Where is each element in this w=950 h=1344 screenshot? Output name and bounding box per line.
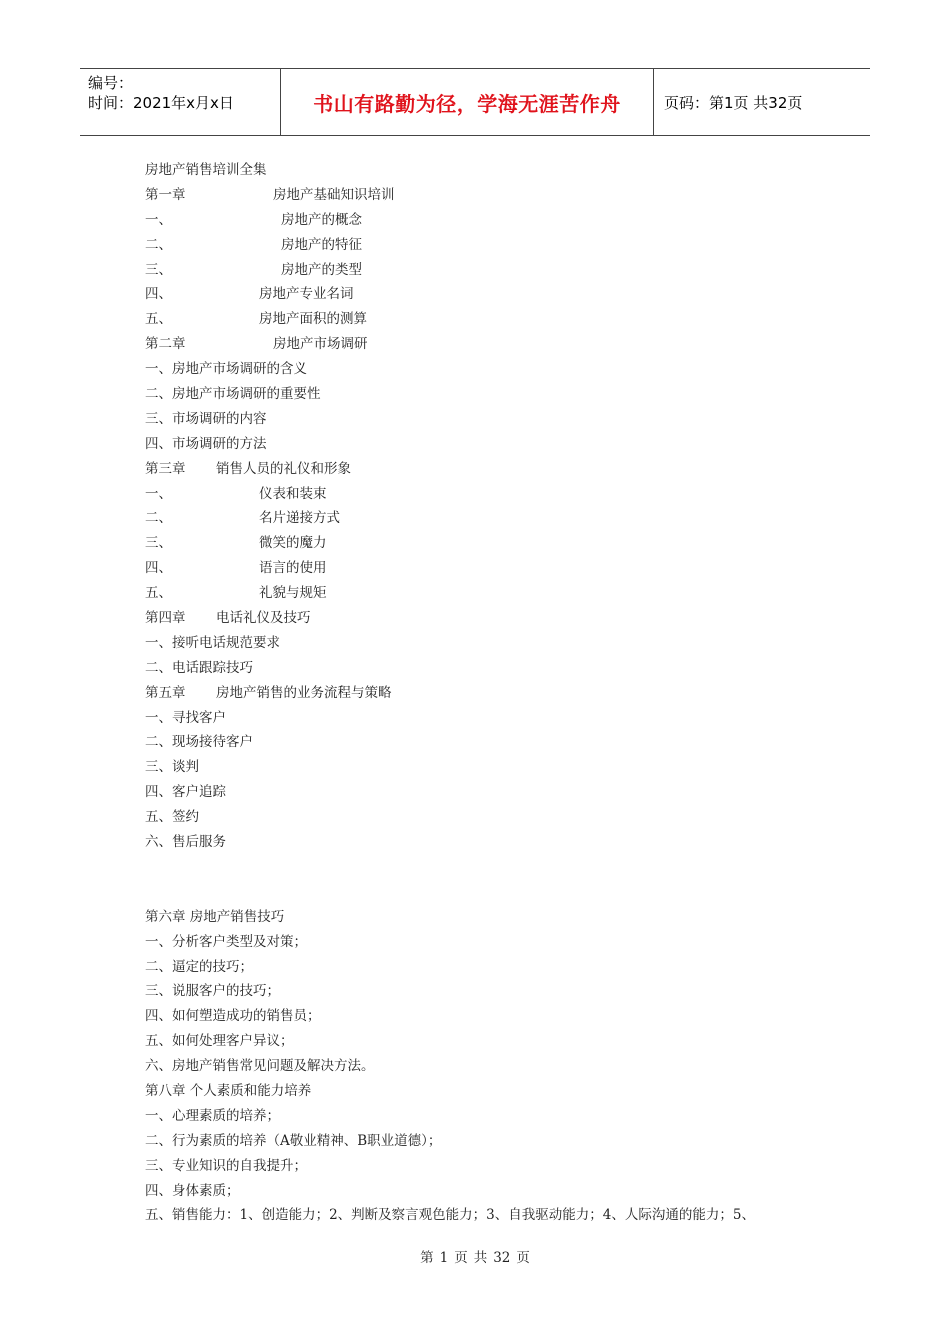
- item-number: 五、: [145, 585, 172, 602]
- list-item: [145, 581, 845, 606]
- list-item: [145, 233, 845, 258]
- list-item: 三、谈判: [145, 759, 199, 776]
- list-item: [145, 208, 845, 233]
- item-number: 四、: [145, 560, 172, 577]
- chapter-2-heading: [145, 332, 845, 357]
- page-label: 页码：第1页 共32页: [664, 93, 803, 112]
- item-number: 二、: [145, 236, 172, 253]
- list-item: [145, 556, 845, 581]
- list-item: 一、接听电话规范要求: [145, 634, 280, 651]
- header-page-cell: [654, 69, 870, 135]
- chapter-title: 房地产销售的业务流程与策略: [216, 684, 392, 701]
- footer-text: 页: [454, 1250, 468, 1266]
- chapter-title: 销售人员的礼仪和形象: [216, 460, 351, 477]
- chapter-title: 房地产基础知识培训: [273, 186, 395, 203]
- chapter-number: 第四章: [145, 610, 186, 627]
- chapter-8-heading: 第八章 个人素质和能力培养: [145, 1082, 312, 1099]
- item-number: 一、: [145, 485, 172, 502]
- chapter-6-heading: 第六章 房地产销售技巧: [145, 908, 285, 925]
- footer-text: 第: [420, 1250, 434, 1266]
- item-text: 礼貌与规矩: [259, 585, 327, 602]
- document-body: [145, 158, 845, 1228]
- footer-total-pages: 32: [493, 1250, 511, 1266]
- chapter-1-heading: [145, 183, 845, 208]
- chapter-title: 电话礼仪及技巧: [216, 610, 311, 627]
- footer-text: 页: [516, 1250, 530, 1266]
- list-item: 四、客户追踪: [145, 784, 226, 801]
- list-item: 三、市场调研的内容: [145, 410, 267, 427]
- chapter-number: 第一章: [145, 186, 186, 203]
- header-motto-cell: [281, 69, 654, 135]
- item-number: 三、: [145, 261, 172, 278]
- doc-title: 房地产销售培训全集: [145, 162, 267, 178]
- list-item: 四、身体素质；: [145, 1182, 240, 1199]
- list-item: 五、签约: [145, 809, 199, 826]
- chapter-4-heading: [145, 606, 845, 631]
- footer-text: 共: [473, 1250, 488, 1266]
- item-text: 微笑的魔力: [259, 535, 327, 552]
- item-number: 三、: [145, 535, 172, 552]
- list-item: 二、电话跟踪技巧: [145, 659, 253, 676]
- list-item: 二、行为素质的培养（A敬业精神、B职业道德）；: [145, 1132, 442, 1149]
- list-item: 一、分析客户类型及对策；: [145, 933, 307, 950]
- time-label: 时间：2021年x月x日: [88, 94, 234, 112]
- item-text: 房地产面积的测算: [259, 311, 367, 328]
- footer-page-number: 1: [439, 1250, 449, 1266]
- item-text: 房地产专业名词: [259, 286, 354, 303]
- list-item: 四、如何塑造成功的销售员；: [145, 1008, 321, 1025]
- item-text: 房地产的概念: [281, 211, 362, 228]
- list-item: 一、心理素质的培养；: [145, 1107, 280, 1124]
- list-item: [145, 531, 845, 556]
- list-item: 五、销售能力：1、创造能力；2、判断及察言观色能力；3、自我驱动能力；4、人际沟通的能力；5、: [145, 1207, 755, 1224]
- list-item: [145, 482, 845, 507]
- number-label: 编号：: [88, 74, 134, 92]
- motto: 书山有路勤为径，学海无涯苦作舟: [313, 91, 621, 116]
- chapter-number: 第二章: [145, 336, 186, 353]
- item-number: 二、: [145, 510, 172, 527]
- chapter-5-heading: [145, 681, 845, 706]
- list-item: 二、房地产市场调研的重要性: [145, 386, 321, 403]
- item-number: 一、: [145, 211, 172, 228]
- list-item: [145, 307, 845, 332]
- header-meta-cell: [80, 69, 281, 135]
- item-text: 房地产的类型: [281, 261, 362, 278]
- item-text: 名片递接方式: [259, 510, 340, 527]
- list-item: 六、售后服务: [145, 834, 226, 851]
- chapter-title: 房地产市场调研: [273, 336, 368, 353]
- spacer: [145, 855, 845, 905]
- chapter-3-heading: [145, 457, 845, 482]
- list-item: [145, 506, 845, 531]
- list-item: 二、逼定的技巧；: [145, 958, 253, 975]
- item-number: 五、: [145, 311, 172, 328]
- page-footer: [0, 1246, 950, 1266]
- list-item: 一、房地产市场调研的含义: [145, 361, 307, 378]
- chapter-number: 第五章: [145, 684, 186, 701]
- chapter-number: 第三章: [145, 460, 186, 477]
- item-text: 房地产的特征: [281, 236, 362, 253]
- list-item: 二、现场接待客户: [145, 734, 253, 751]
- list-item: [145, 282, 845, 307]
- list-item: 五、如何处理客户异议；: [145, 1033, 294, 1050]
- item-text: 语言的使用: [259, 560, 327, 577]
- list-item: 六、房地产销售常见问题及解决方法。: [145, 1058, 375, 1075]
- list-item: 一、寻找客户: [145, 709, 226, 726]
- list-item: 三、说服客户的技巧；: [145, 983, 280, 1000]
- list-item: 三、专业知识的自我提升；: [145, 1157, 307, 1174]
- header-table: [80, 68, 870, 136]
- list-item: 四、市场调研的方法: [145, 435, 267, 452]
- item-text: 仪表和装束: [259, 485, 327, 502]
- list-item: [145, 258, 845, 283]
- item-number: 四、: [145, 286, 172, 303]
